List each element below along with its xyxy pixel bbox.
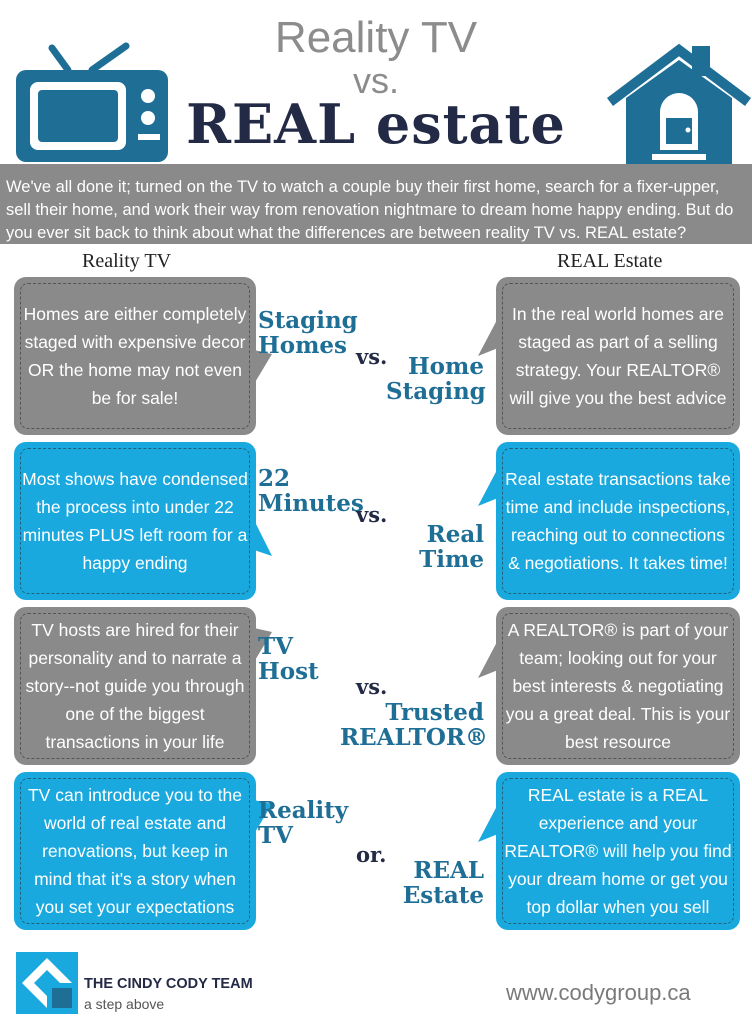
- left-pointer-2: [254, 520, 274, 560]
- title-line-3: REAL estate: [186, 92, 566, 156]
- left-label-2: 22 Minutes: [258, 465, 364, 517]
- left-text-1: Homes are either completely staged with expensive decor OR the home may not even be for sale!: [23, 304, 247, 408]
- right-box-3: [496, 607, 740, 765]
- connector-2: vs.: [356, 502, 388, 527]
- right-box-4: [496, 772, 740, 930]
- title-line-2: vs.: [352, 60, 399, 101]
- right-label-3: Trusted REALTOR®: [340, 699, 489, 751]
- company-name: THE CINDY CODY TEAM: [84, 976, 253, 992]
- right-box-2: [496, 442, 740, 600]
- right-pointer-3: [478, 640, 498, 680]
- website-url[interactable]: www.codygroup.ca: [506, 980, 691, 1005]
- right-pointer-4: [478, 804, 498, 844]
- right-pointer-2: [478, 468, 498, 508]
- right-text-3: A REALTOR® is part of your team; looking out for your best interests & negotiating you a great deal. This is your best resource: [505, 620, 731, 752]
- left-text-3: TV hosts are hired for their personality and to narrate a story--not guide you through one of the biggest transactions in your life: [25, 620, 245, 752]
- connector-1: vs.: [356, 344, 388, 369]
- left-label-3: TV Host: [258, 633, 319, 685]
- intro-text: We've all done it; turned on the TV to watch a couple buy their first home, search for a fixer-upper, sell their home, and work their way from renovation nightmare to dream home happy ending. But do you ever sit back to think about what the differences are between reality TV vs. REAL estate?: [0, 164, 752, 244]
- left-label-4: Reality TV: [258, 797, 349, 849]
- connector-3: vs.: [356, 674, 388, 699]
- left-box-2: [14, 442, 256, 600]
- right-text-2: Real estate transactions take time and include inspections, reaching out to connections & negotiations. It takes time!: [505, 469, 731, 573]
- right-label-1: Home Staging: [386, 353, 486, 405]
- left-label-1: Staging Homes: [258, 307, 358, 359]
- connector-4: or.: [356, 842, 387, 867]
- left-box-4: [14, 772, 256, 930]
- left-text-4: TV can introduce you to the world of real estate and renovations, but keep in mind that it's a story when you set your expectations: [27, 785, 243, 917]
- right-text-1: In the real world homes are staged as part of a selling strategy. Your REALTOR® will give you the best advice: [509, 304, 727, 408]
- right-label-4: REAL Estate: [402, 857, 484, 909]
- right-text-4: REAL estate is a REAL experience and your REALTOR® will help you find your dream home or get you top dollar when you sell: [504, 785, 732, 917]
- column-heading-right: REAL Estate: [557, 250, 663, 272]
- company-tagline: a step above: [84, 996, 165, 1012]
- title-line-1: Reality TV: [274, 13, 478, 62]
- left-box-1: [14, 277, 256, 435]
- right-box-1: [496, 277, 740, 435]
- cody-logo-icon: [16, 952, 78, 1014]
- left-text-2: Most shows have condensed the process into under 22 minutes PLUS left room for a happy ending: [22, 469, 248, 573]
- right-label-2: Real Time: [419, 521, 484, 573]
- column-heading-left: Reality TV: [82, 250, 172, 272]
- right-pointer-1: [478, 318, 498, 358]
- left-box-3: [14, 607, 256, 765]
